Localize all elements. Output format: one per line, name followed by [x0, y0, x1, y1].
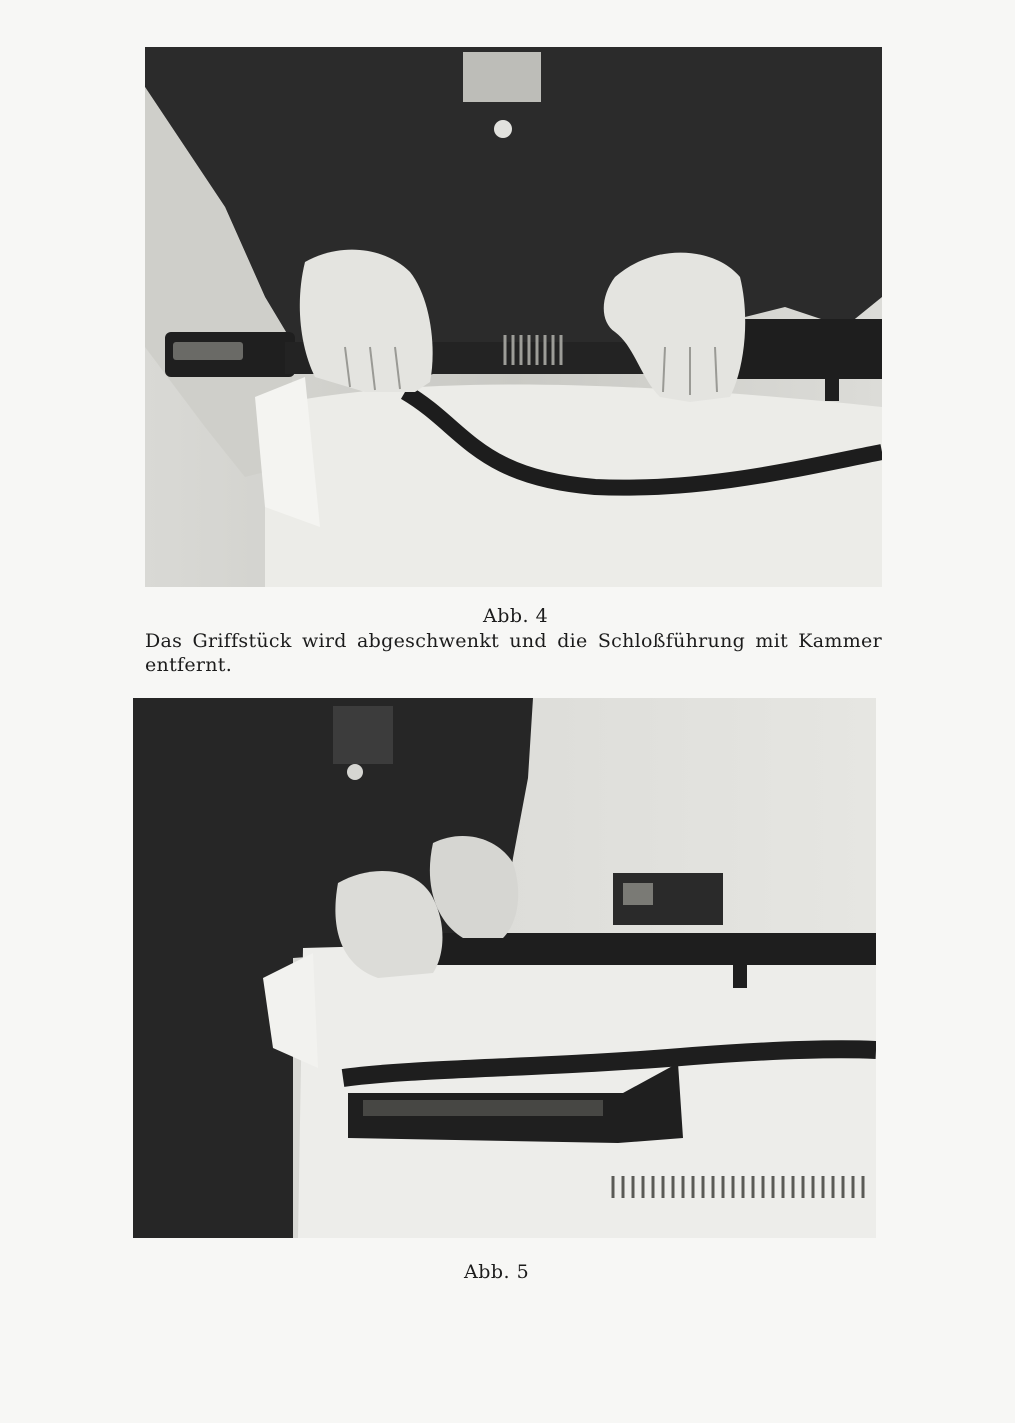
figure-4-illustration — [145, 47, 882, 587]
figure-5-photo — [133, 698, 876, 1238]
figure-4-label: Abb. 4 — [483, 605, 549, 627]
figure-5-illustration — [133, 698, 876, 1238]
figure-5-label: Abb. 5 — [464, 1261, 530, 1283]
figure-4-photo — [145, 47, 882, 587]
figure-4-caption: Das Griffstück wird abgeschwenkt und die Schloßführung mit Kammer entfernt. — [145, 630, 882, 676]
